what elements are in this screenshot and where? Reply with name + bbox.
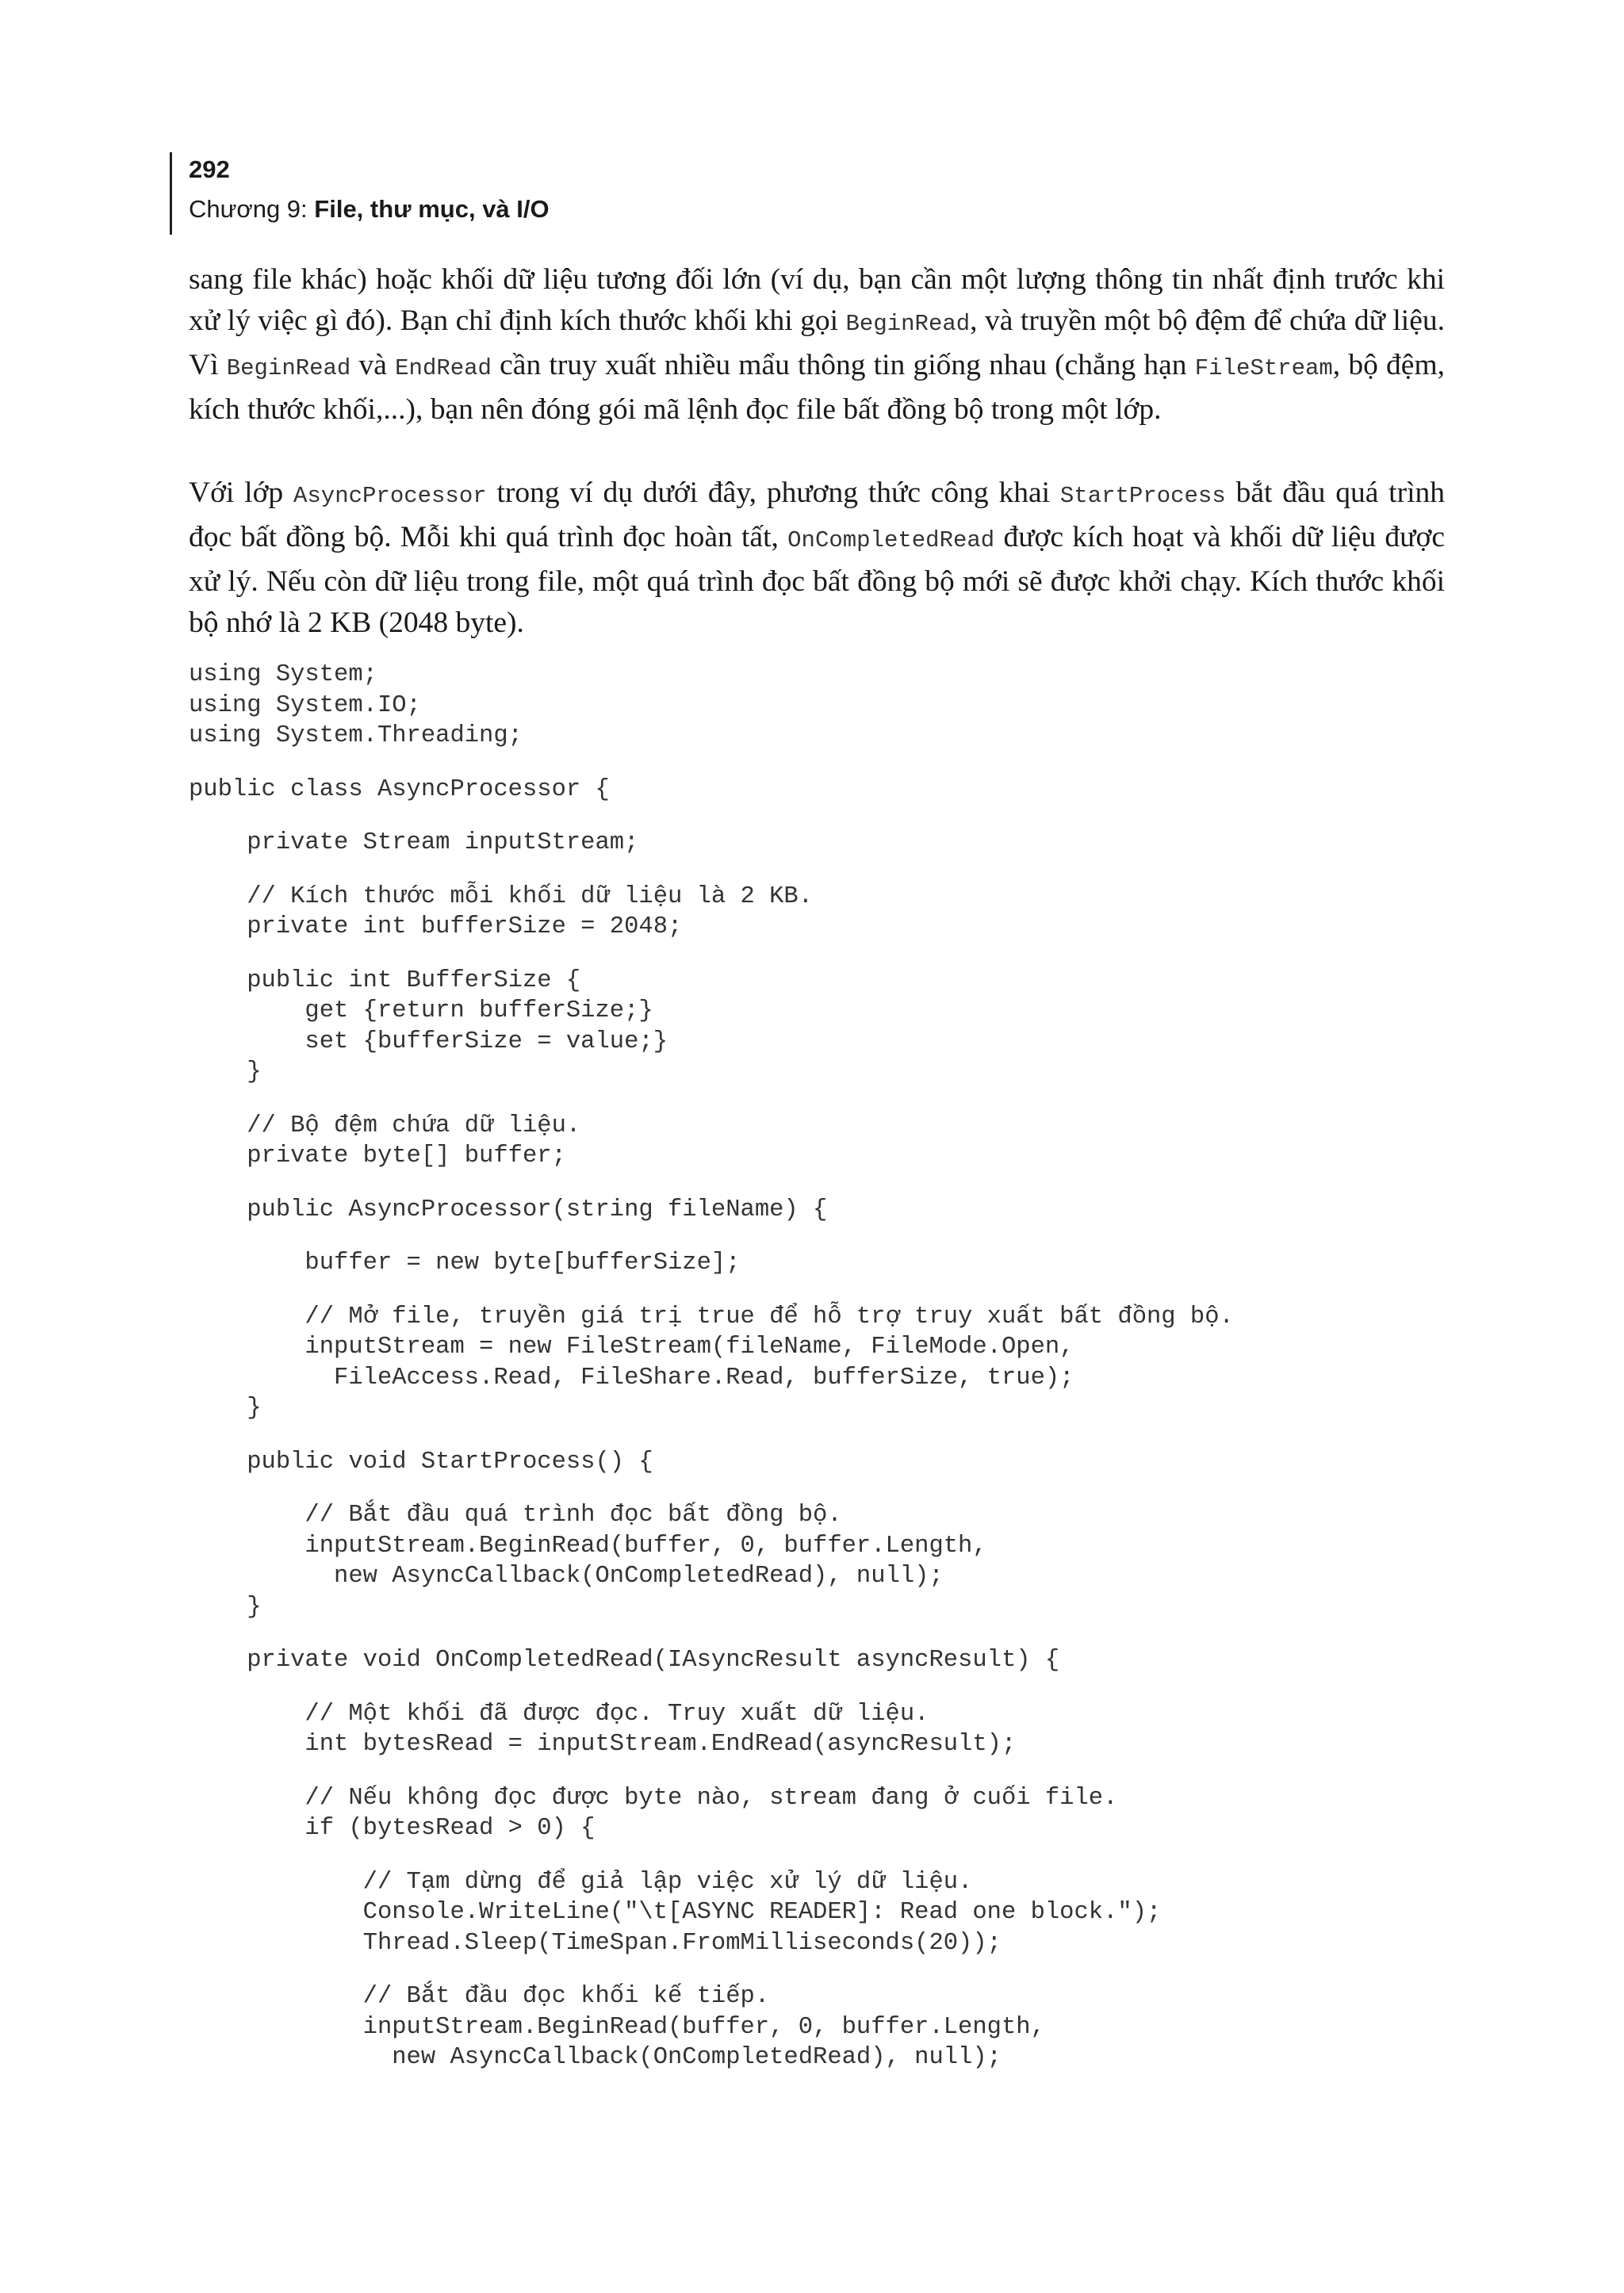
code-line: public int BufferSize {	[189, 967, 581, 994]
code-inline: EndRead	[395, 355, 492, 381]
code-blank-line	[189, 943, 1457, 966]
code-inline: StartProcess	[1059, 483, 1226, 509]
code-inline: BeginRead	[226, 355, 351, 381]
code-blank-line	[189, 1477, 1457, 1500]
text-run: sang file khác) hoặc khối dữ liệu tương đối lớn (ví dụ, bạn cần một lượng thông tin nhất định trước khi xử lý việc gì đó). Bạn chỉ định kích thước khối khi gọi	[189, 263, 1445, 337]
code-blank-line	[189, 1424, 1457, 1447]
code-blank-line	[189, 1760, 1457, 1783]
code-line: buffer = new byte[bufferSize];	[189, 1250, 741, 1277]
text-run: trong ví dụ dưới đây, phương thức công khai	[486, 477, 1060, 509]
code-blank-line	[189, 1958, 1457, 1981]
code-blank-line	[189, 1172, 1457, 1195]
code-blank-line	[189, 1844, 1457, 1867]
code-line: private byte[] buffer;	[189, 1143, 566, 1169]
text-run: , và truyền một bộ đệm để chứa dữ liệu. Vì	[189, 304, 1445, 381]
code-line: // Một khối đã được đọc. Truy xuất dữ liệu.	[189, 1700, 929, 1728]
paragraph-intro	[189, 259, 1445, 431]
code-line: }	[189, 1593, 262, 1621]
code-line: }	[189, 1058, 262, 1085]
code-line: // Bộ đệm chứa dữ liệu.	[189, 1112, 581, 1139]
code-blank-line	[189, 1676, 1457, 1699]
code-line: // Kích thước mỗi khối dữ liệu là 2 KB.	[189, 882, 814, 910]
code-listing	[189, 660, 1457, 2073]
code-inline: FileStream	[1194, 355, 1333, 381]
text-run: bắt đầu quá trình đọc bất đồng bộ. Mỗi khi quá trình đọc hoàn tất,	[189, 477, 1445, 553]
code-blank-line	[189, 859, 1457, 882]
code-line: private Stream inputStream;	[189, 829, 639, 856]
chapter-title: File, thư mục, và I/O	[314, 195, 550, 223]
header-rule	[170, 152, 172, 235]
code-line: // Mở file, truyền giá trị true để hỗ trợ truy xuất bất đồng bộ.	[189, 1303, 1234, 1330]
code-line: using System.IO;	[189, 691, 421, 719]
code-line: private void OnCompletedRead(IAsyncResult asyncResult) {	[189, 1647, 1060, 1674]
code-inline: AsyncProcessor	[293, 483, 487, 509]
code-line: inputStream.BeginRead(buffer, 0, buffer.Length,	[189, 2013, 1045, 2041]
code-line: public void StartProcess() {	[189, 1448, 653, 1476]
code-line: public AsyncProcessor(string fileName) {	[189, 1196, 828, 1223]
chapter-heading	[189, 195, 550, 224]
code-line: // Bắt đầu quá trình đọc bất đồng bộ.	[189, 1502, 842, 1529]
text-run: Với lớp	[189, 477, 293, 509]
chapter-prefix: Chương 9:	[189, 195, 315, 223]
code-blank-line	[189, 1622, 1457, 1645]
code-line: get {return bufferSize;}	[189, 997, 653, 1024]
code-line: Thread.Sleep(TimeSpan.FromMilliseconds(20));	[189, 1929, 1002, 1957]
code-line: using System;	[189, 661, 377, 688]
code-blank-line	[189, 752, 1457, 775]
text-run: cần truy xuất nhiều mẩu thông tin giống nhau (chẳng hạn	[491, 349, 1195, 381]
code-line: new AsyncCallback(OnCompletedRead), null);	[189, 1563, 944, 1590]
code-line: inputStream = new FileStream(fileName, FileMode.Open,	[189, 1334, 1074, 1361]
code-line: int bytesRead = inputStream.EndRead(asyncResult);	[189, 1731, 1017, 1758]
code-line: using System.Threading;	[189, 722, 523, 749]
code-line: Console.WriteLine("\t[ASYNC READER]: Read one block.");	[189, 1899, 1162, 1926]
text-run: được kích hoạt và khối dữ liệu được xử lý. Nếu còn dữ liệu trong file, một quá trình đọc bất đồng bộ mới sẽ được khởi chạy. Kích thước khối bộ nhớ là 2 KB (2048 byte).	[189, 521, 1445, 639]
code-line: // Nếu không đọc được byte nào, stream đang ở cuối file.	[189, 1784, 1118, 1812]
code-line: new AsyncCallback(OnCompletedRead), null);	[189, 2044, 1002, 2071]
text-run: , bộ đệm, kích thước khối,...), bạn nên đóng gói mã lệnh đọc file bất đồng bộ trong một lớp.	[189, 349, 1445, 426]
code-line: if (bytesRead > 0) {	[189, 1815, 596, 1842]
code-inline: OnCompletedRead	[787, 527, 995, 553]
code-blank-line	[189, 1279, 1457, 1302]
page-number: 292	[189, 155, 230, 183]
code-line: FileAccess.Read, FileShare.Read, bufferSize, true);	[189, 1364, 1074, 1391]
code-line: public class AsyncProcessor {	[189, 775, 610, 803]
code-blank-line	[189, 1225, 1457, 1248]
code-line: private int bufferSize = 2048;	[189, 913, 683, 940]
code-line: }	[189, 1395, 262, 1422]
paragraph-description	[189, 473, 1445, 644]
code-line: // Tạm dừng để giả lập việc xử lý dữ liệu.	[189, 1868, 973, 1896]
code-line: set {bufferSize = value;}	[189, 1028, 668, 1055]
code-blank-line	[189, 805, 1457, 828]
code-inline: BeginRead	[845, 311, 971, 337]
code-blank-line	[189, 1088, 1457, 1111]
text-run: và	[350, 349, 396, 381]
code-line: // Bắt đầu đọc khối kế tiếp.	[189, 1983, 770, 2010]
code-line: inputStream.BeginRead(buffer, 0, buffer.Length,	[189, 1532, 987, 1560]
